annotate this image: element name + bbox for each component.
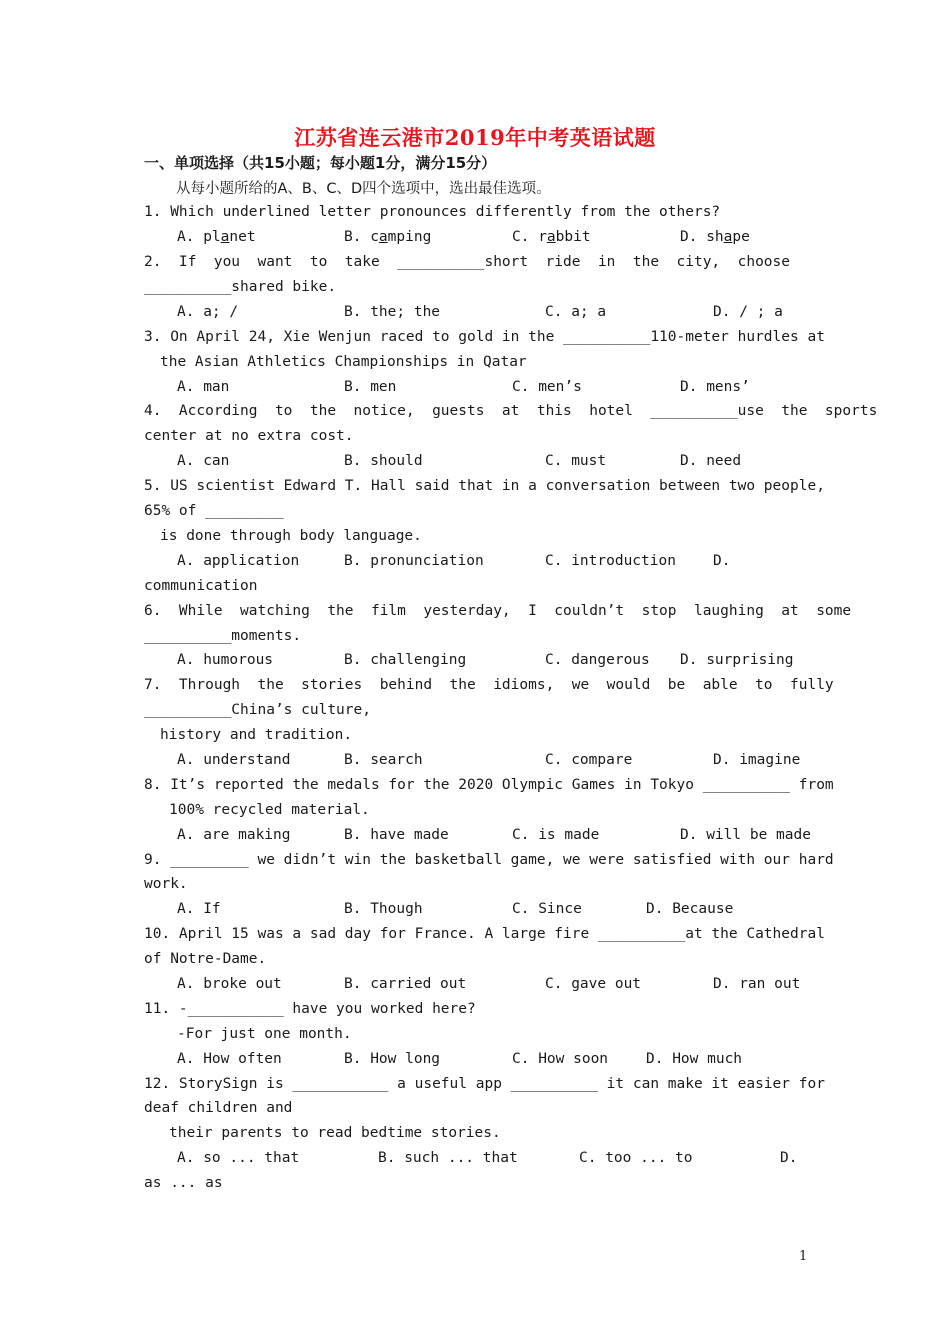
q3-option-d: D. mens’ — [680, 379, 750, 395]
question-12-line-1: 12. StorySign is ___________ a useful app __________ it can make it easier for — [144, 1076, 825, 1092]
q12-option-c: C. too ... to — [579, 1150, 693, 1166]
q4-option-a: A. can — [177, 453, 230, 469]
q7-option-d: D. imagine — [713, 752, 801, 768]
q10-option-a: A. broke out — [177, 976, 282, 992]
q7-option-b: B. search — [344, 752, 423, 768]
question-4-line-1: 4. According to the notice, guests at this hotel __________use the sports — [144, 403, 878, 419]
q9-option-b: B. Though — [344, 901, 423, 917]
q12-option-a: A. so ... that — [177, 1150, 300, 1166]
q11-option-d: D. How much — [646, 1051, 743, 1067]
q5-option-d-text: communication — [144, 578, 258, 594]
question-8-line-2: 100% recycled material. — [169, 802, 370, 818]
question-9-line-2: work. — [144, 876, 188, 892]
instruction-text: 从每小题所给的A、B、C、D四个选项中，选出最佳选项。 — [176, 181, 551, 197]
question-11-line-2: -For just one month. — [177, 1026, 352, 1042]
question-5-line-1: 5. US scientist Edward T. Hall said that in a conversation between two people, — [144, 478, 825, 494]
question-10-line-1: 10. April 15 was a sad day for France. A large fire __________at the Cathedral — [144, 926, 825, 942]
q5-option-b: B. pronunciation — [344, 553, 484, 569]
q4-option-c: C. must — [545, 453, 607, 469]
question-9-line-1: 9. _________ we didn’t win the basketball game, we were satisfied with our hard — [144, 852, 834, 868]
question-10-line-2: of Notre-Dame. — [144, 951, 267, 967]
q2-option-d: D. / ; a — [713, 304, 783, 320]
q8-option-c: C. is made — [512, 827, 600, 843]
q2-option-b: B. the; the — [344, 304, 441, 320]
q11-option-c: C. How soon — [512, 1051, 609, 1067]
q4-option-b: B. should — [344, 453, 423, 469]
question-2-line-1: 2. If you want to take __________short ride in the city, choose — [144, 254, 791, 270]
q2-option-a: A. a; / — [177, 304, 239, 320]
question-5-line-3: is done through body language. — [160, 528, 422, 544]
q5-option-a: A. application — [177, 553, 300, 569]
question-7-line-1: 7. Through the stories behind the idioms, we would be able to fully — [144, 677, 834, 693]
q11-option-b: B. How long — [344, 1051, 441, 1067]
page-number: 1 — [799, 1249, 808, 1264]
q8-option-d: D. will be made — [680, 827, 811, 843]
question-5-line-2: 65% of _________ — [144, 503, 284, 519]
q5-option-c: C. introduction — [545, 553, 676, 569]
question-6-line-2: __________moments. — [144, 628, 302, 644]
question-12-line-2: deaf children and — [144, 1100, 293, 1116]
q12-option-d: D. — [780, 1150, 798, 1166]
question-4-line-2: center at no extra cost. — [144, 428, 354, 444]
question-3-line-1: 3. On April 24, Xie Wenjun raced to gold in the __________110-meter hurdles at — [144, 329, 825, 345]
q3-option-b: B. men — [344, 379, 397, 395]
q7-option-c: C. compare — [545, 752, 633, 768]
question-7-line-3: history and tradition. — [160, 727, 353, 743]
q7-option-a: A. understand — [177, 752, 291, 768]
q1-option-b: B. camping — [344, 229, 432, 245]
q5-option-d: D. — [713, 553, 731, 569]
q1-option-a: A. planet — [177, 229, 256, 245]
question-1-stem: 1. Which underlined letter pronounces differently from the others? — [144, 204, 721, 220]
q8-option-b: B. have made — [344, 827, 449, 843]
q12-option-d-text: as ... as — [144, 1175, 223, 1191]
q10-option-b: B. carried out — [344, 976, 467, 992]
q6-option-c: C. dangerous — [545, 652, 650, 668]
q6-option-a: A. humorous — [177, 652, 274, 668]
q4-option-d: D. need — [680, 453, 742, 469]
question-2-line-2: __________shared bike. — [144, 279, 337, 295]
q8-option-a: A. are making — [177, 827, 291, 843]
q6-option-b: B. challenging — [344, 652, 467, 668]
exam-title: 江苏省连云港市2019年中考英语试题 — [294, 125, 656, 150]
q12-option-b: B. such ... that — [378, 1150, 518, 1166]
q11-option-a: A. How often — [177, 1051, 282, 1067]
q6-option-d: D. surprising — [680, 652, 794, 668]
q9-option-c: C. Since — [512, 901, 582, 917]
question-12-line-3: their parents to read bedtime stories. — [169, 1125, 501, 1141]
section-heading: 一、单项选择（共15小题；每小题1分，满分15分） — [144, 154, 497, 172]
question-3-line-2: the Asian Athletics Championships in Qatar — [160, 354, 527, 370]
question-6-line-1: 6. While watching the film yesterday, I couldn’t stop laughing at some — [144, 603, 852, 619]
q2-option-c: C. a; a — [545, 304, 607, 320]
q9-option-d: D. Because — [646, 901, 734, 917]
q3-option-c: C. men’s — [512, 379, 582, 395]
q10-option-c: C. gave out — [545, 976, 642, 992]
question-11-line-1: 11. -___________ have you worked here? — [144, 1001, 476, 1017]
q1-option-d: D. shape — [680, 229, 750, 245]
q3-option-a: A. man — [177, 379, 230, 395]
question-7-line-2: __________China’s culture, — [144, 702, 371, 718]
q10-option-d: D. ran out — [713, 976, 801, 992]
q1-option-c: C. rabbit — [512, 229, 591, 245]
question-8-line-1: 8. It’s reported the medals for the 2020 Olympic Games in Tokyo __________ from — [144, 777, 834, 793]
q9-option-a: A. If — [177, 901, 221, 917]
